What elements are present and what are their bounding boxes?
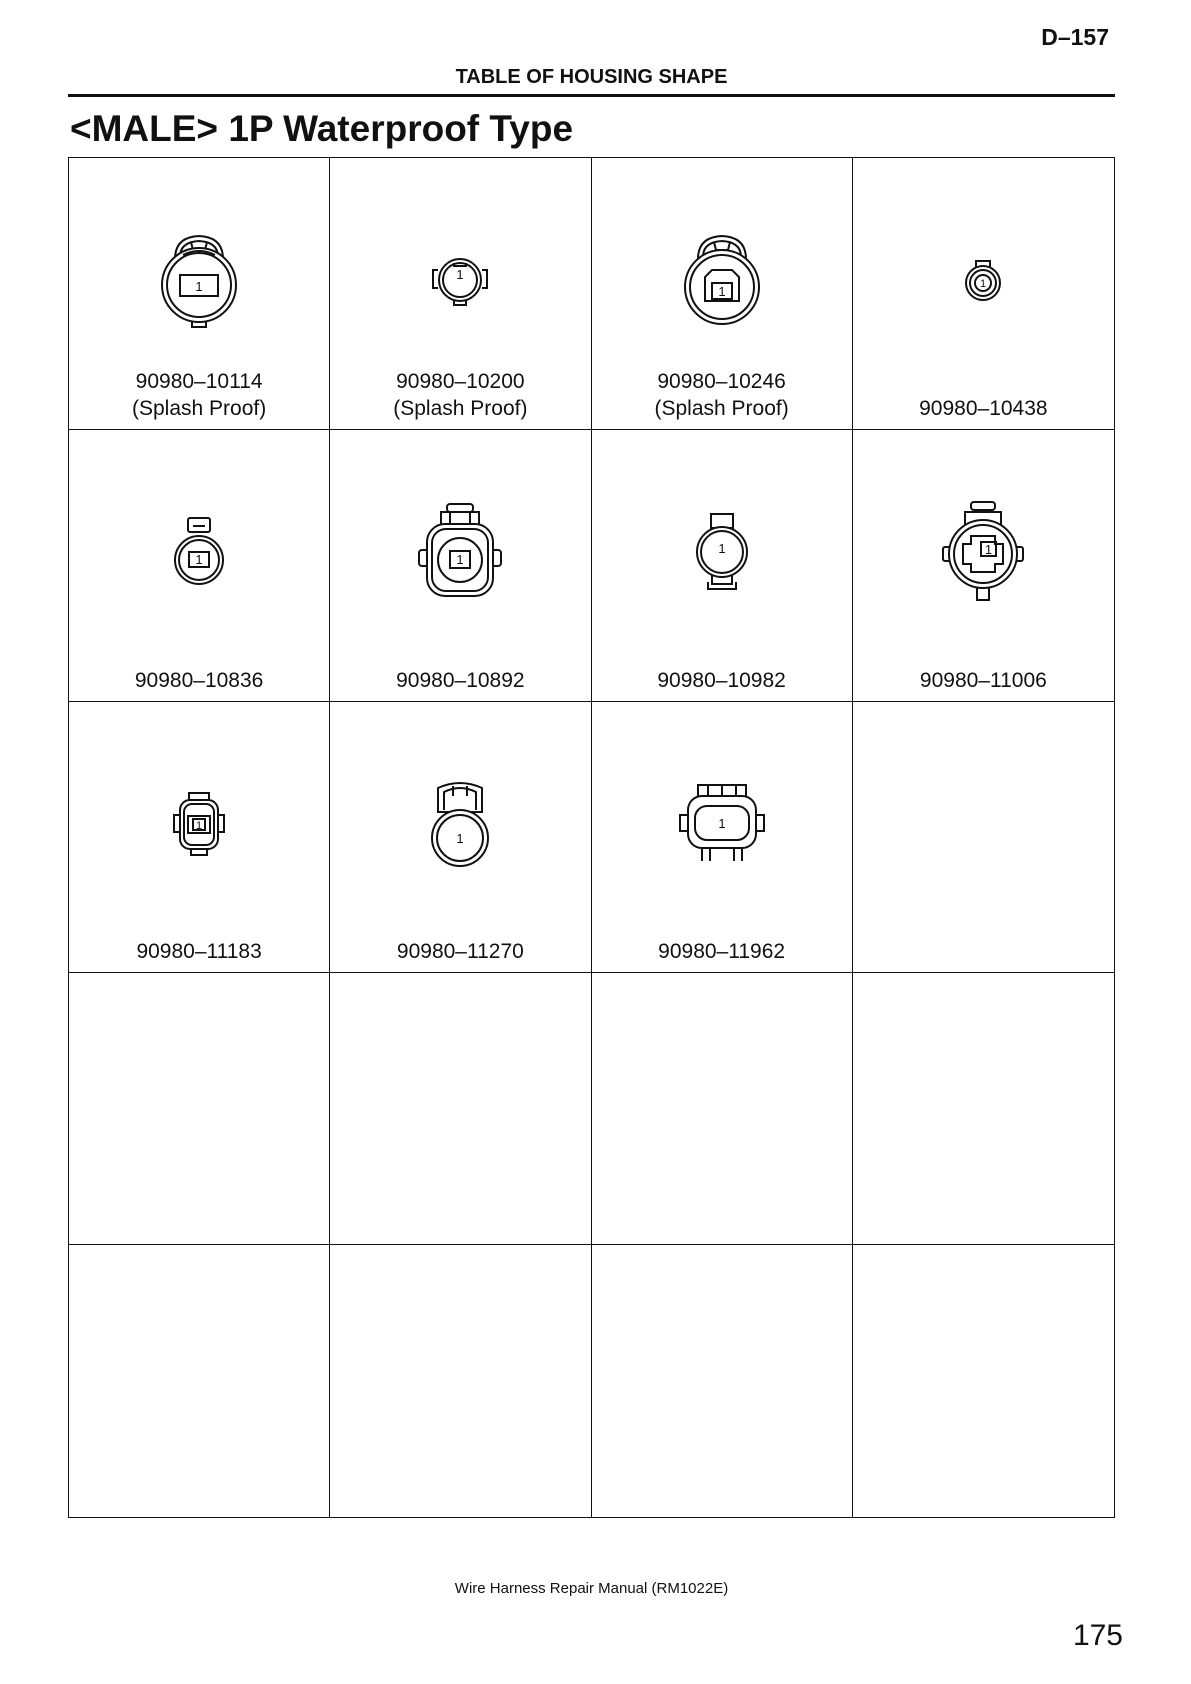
empty-cell [853,1245,1114,1517]
housing-cell [330,158,591,430]
part-number: 90980–11183 [136,940,262,964]
housing-shape-table [68,157,1115,1518]
tiny-round-housing-icon [963,257,1003,303]
pin-number-label: 1 [718,540,726,556]
part-note: (Splash Proof) [393,396,528,420]
part-number: 90980–11006 [919,668,1047,692]
round-housing-with-latch-icon [681,233,763,327]
part-note: (Splash Proof) [132,396,267,420]
page-number: 175 [1072,1619,1123,1652]
round-housing-latch-icon [429,776,491,872]
pin-number-label: 1 [980,278,987,290]
round-housing-top-tab-icon [173,516,225,588]
empty-cell [853,702,1114,974]
housing-cell [69,702,330,974]
empty-cell [330,973,591,1245]
housing-cell [853,430,1114,702]
housing-cell [330,702,591,974]
square-housing-side-ears-icon [417,502,503,602]
empty-cell [853,973,1114,1245]
part-number: 90980–11270 [396,940,524,964]
housing-cell [330,430,591,702]
header-rule [68,94,1115,97]
housing-cell [69,430,330,702]
empty-cell [592,1245,853,1517]
housing-cell [592,702,853,974]
part-number: 90980–10982 [657,668,786,692]
part-number: 90980–11962 [658,940,786,964]
round-housing-with-latch-icon [158,231,240,329]
housing-cell [853,158,1114,430]
part-note: (Splash Proof) [654,396,789,420]
pin-number-label: 1 [195,551,203,567]
part-number: 90980–10246 [657,369,786,393]
empty-cell [330,1245,591,1517]
pin-number-label: 1 [195,279,203,294]
housing-cell [592,430,853,702]
wide-housing-with-legs-icon [678,783,766,865]
part-number: 90980–10438 [919,396,1048,420]
pin-number-label: 1 [456,551,464,567]
pin-number-label: 1 [456,830,464,846]
part-number: 90980–10836 [134,668,264,692]
round-housing-side-ears-icon [941,500,1025,604]
page-title: <MALE> 1P Waterproof Type [70,108,574,149]
empty-cell [592,973,853,1245]
small-rect-housing-icon [172,791,226,857]
small-round-housing-icon [428,254,492,306]
housing-cell [592,158,853,430]
section-title: TABLE OF HOUSING SHAPE [455,66,728,88]
footer-manual-title: Wire Harness Repair Manual (RM1022E) [454,1580,729,1597]
empty-cell [69,1245,330,1517]
part-number: 90980–10200 [396,369,525,393]
pin-number-label: 1 [985,541,993,557]
housing-cell [69,158,330,430]
part-number: 90980–10892 [396,668,525,692]
pin-number-label: 1 [456,267,464,282]
pin-number-label: 1 [718,284,726,299]
round-housing-top-bottom-tab-icon [694,512,750,592]
page-code: D–157 [1041,24,1109,50]
pin-number-label: 1 [196,819,203,832]
pin-number-label: 1 [718,815,726,831]
empty-cell [69,973,330,1245]
part-number: 90980–10114 [135,369,263,393]
